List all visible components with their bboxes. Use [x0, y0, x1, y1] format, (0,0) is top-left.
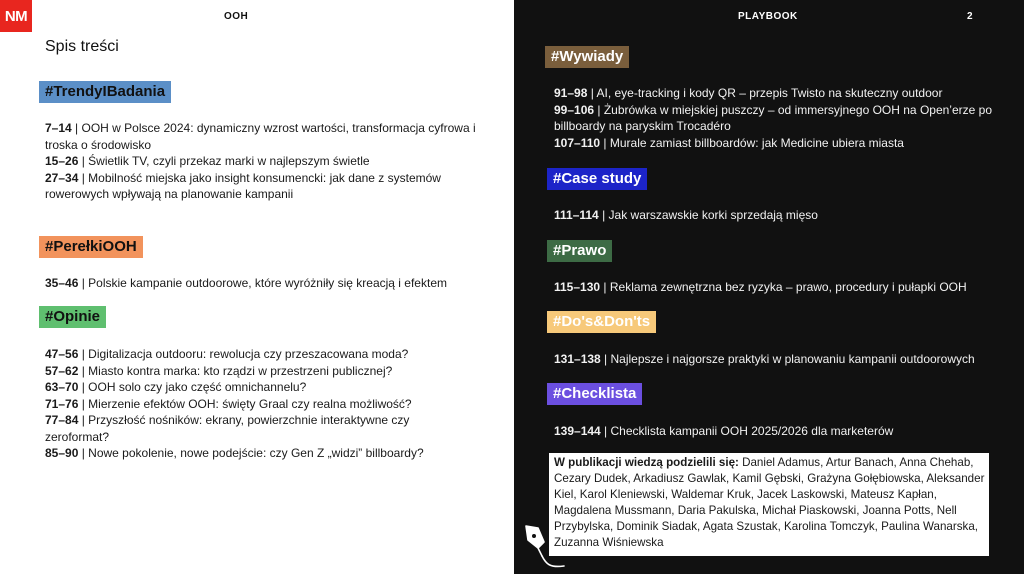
tag-dos-and-donts: #Do's&Don'ts: [547, 311, 656, 333]
page-range: 85–90: [45, 446, 79, 460]
section-dos-donts-entries: [554, 351, 1014, 368]
entry-title: | Przyszłość nośników: ekrany, powierzchnie interaktywne czy zeroformat?: [45, 413, 410, 444]
list-item[interactable]: [554, 102, 994, 135]
list-item[interactable]: [45, 412, 440, 445]
entry-title: | Najlepsze i najgorsze praktyki w planowaniu kampanii outdoorowych: [600, 352, 975, 366]
header-right-label: PLAYBOOK: [738, 11, 798, 22]
list-item[interactable]: [554, 85, 994, 102]
tag-trendy-i-badania: #TrendyIBadania: [39, 81, 171, 103]
list-item[interactable]: [45, 170, 490, 203]
page-range: 7–14: [45, 121, 72, 135]
list-item[interactable]: [554, 279, 994, 296]
entry-title: | Mobilność miejska jako insight konsumencki: jak dane z systemów rowerowych wpływają na planowanie kampanii: [45, 170, 441, 201]
entry-title: | Miasto kontra marka: kto rządzi w przestrzeni publicznej?: [78, 363, 393, 378]
list-item[interactable]: [45, 120, 490, 153]
tag-wywiady: #Wywiady: [545, 46, 629, 68]
page-range: 63–70: [45, 380, 79, 394]
header-left-label: OOH: [224, 11, 249, 22]
page-range: 47–56: [45, 347, 79, 361]
page-number: 2: [967, 11, 973, 22]
entry-title: | Żubrówka w miejskiej puszczy – od immersyjnego OOH na Open’erze po billboardy na paryskim Trocadéro: [554, 102, 992, 133]
page-range: 15–26: [45, 154, 79, 168]
page-title: Spis treści: [45, 38, 119, 55]
entry-title: | Murale zamiast billboardów: jak Medicine ubiera miasta: [600, 135, 904, 150]
page-range: 77–84: [45, 413, 79, 427]
tag-checklista: #Checklista: [547, 383, 642, 405]
list-item[interactable]: [45, 379, 440, 396]
section-opinie-entries: [45, 346, 440, 462]
page-range: 131–138: [554, 352, 601, 366]
section-trendy-entries: [45, 120, 490, 203]
fountain-pen-icon: [518, 522, 566, 572]
entry-title: | Reklama zewnętrzna bez ryzyka – prawo, procedury i pułapki OOH: [600, 280, 967, 294]
page-range: 35–46: [45, 276, 79, 290]
entry-title: | Jak warszawskie korki sprzedają mięso: [598, 208, 818, 222]
list-item[interactable]: [45, 445, 440, 462]
contributors-label: W publikacji wiedzą podzielili się:: [554, 456, 739, 469]
list-item[interactable]: [45, 275, 490, 292]
section-prawo-entries: [554, 279, 994, 296]
list-item[interactable]: [45, 346, 440, 363]
entry-title: | Nowe pokolenie, nowe podejście: czy Gen Z „widzi” billboardy?: [78, 446, 424, 460]
entry-title: | Mierzenie efektów OOH: święty Graal czy realna możliwość?: [78, 396, 412, 411]
tag-case-study: #Case study: [547, 168, 647, 190]
right-page: [514, 0, 1024, 574]
list-item[interactable]: [554, 423, 994, 440]
page-range: 139–144: [554, 424, 601, 438]
entry-title: | OOH w Polsce 2024: dynamiczny wzrost wartości, transformacja cyfrowa i troska o środowisko: [45, 121, 476, 152]
list-item[interactable]: [45, 363, 440, 380]
entry-title: | AI, eye-tracking i kody QR – przepis Twisto na skuteczny outdoor: [587, 86, 943, 100]
section-case-study-entries: [554, 207, 994, 224]
page-range: 111–114: [554, 208, 599, 222]
tag-opinie: #Opinie: [39, 306, 106, 328]
page-range: 27–34: [45, 170, 79, 185]
list-item[interactable]: [45, 396, 440, 413]
list-item[interactable]: [45, 153, 490, 170]
page-range: 107–110: [554, 135, 601, 150]
page-range: 57–62: [45, 363, 79, 378]
contributors-box: [549, 453, 989, 556]
list-item[interactable]: [554, 135, 994, 152]
page-range: 71–76: [45, 396, 79, 411]
page-range: 99–106: [554, 102, 595, 117]
section-perelki-entries: [45, 275, 490, 292]
page-range: 115–130: [554, 280, 601, 294]
list-item[interactable]: [554, 351, 1014, 368]
entry-title: | Checklista kampanii OOH 2025/2026 dla marketerów: [600, 424, 894, 438]
contributors-names: Daniel Adamus, Artur Banach, Anna Chehab, Cezary Dudek, Arkadiusz Gawlak, Kamil Gębski, Grażyna Gołębiowska, Aleksander Kiel, Karol Kleniewski, Waldemar Kruk, Jacek Laskowski, Mateusz Kapłan, Magdalena Mussmann, Daria Pakulska, Michał Piaskowski, Joanna Potts, Nell Przybylska, Dominik Siadak, Agata Szustak, Karolina Tomczyk, Paulina Wanarska, Zuzanna Wiśniewska: [554, 456, 985, 549]
page-range: 91–98: [554, 86, 588, 100]
entry-title: | Świetlik TV, czyli przekaz marki w najlepszym świetle: [78, 154, 370, 168]
list-item[interactable]: [554, 207, 994, 224]
tag-perelki-ooh: #PerełkiOOH: [39, 236, 143, 258]
nm-logo[interactable]: NM: [0, 0, 32, 32]
entry-title: | Digitalizacja outdooru: rewolucja czy przeszacowana moda?: [78, 347, 409, 361]
entry-title: | Polskie kampanie outdoorowe, które wyróżniły się kreacją i efektem: [78, 276, 447, 290]
tag-prawo: #Prawo: [547, 240, 612, 262]
entry-title: | OOH solo czy jako część omnichannelu?: [78, 380, 307, 394]
section-checklista-entries: [554, 423, 994, 440]
section-wywiady-entries: [554, 85, 994, 151]
